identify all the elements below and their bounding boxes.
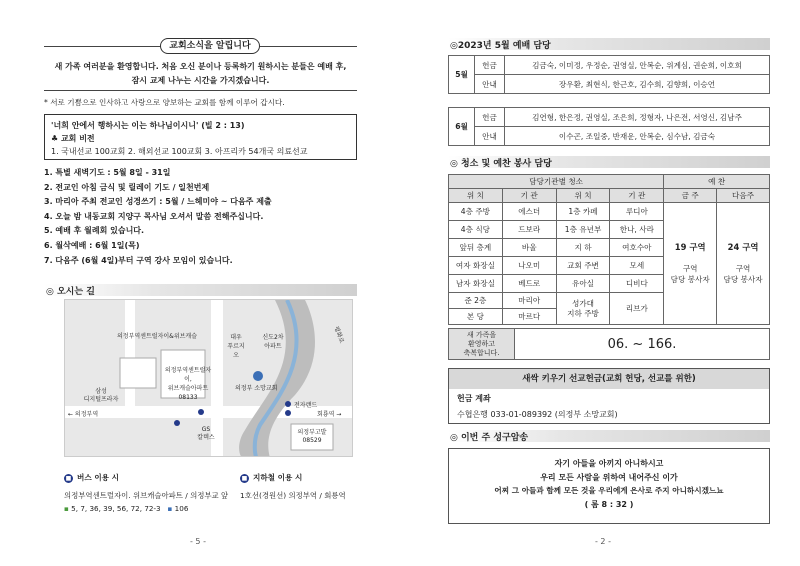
june-label: 6월 (449, 108, 475, 146)
col-this-week: 금 주 (664, 189, 717, 203)
directions-title: ◎ 오시는 길 (46, 286, 95, 297)
mission-box (448, 368, 770, 424)
new-family-table (448, 328, 770, 360)
news-item: 1. 특별 새벽기도 : 5월 8일 - 31일 (44, 168, 171, 177)
right-page (400, 0, 800, 566)
mission-title: 새싹 키우기 선교헌금(교회 헌당, 선교를 위한) (449, 369, 769, 389)
vision-title: ♣ 교회 비전 (51, 134, 95, 143)
june-usher: 이수곤, 조일중, 반재운, 안복순, 심수남, 김금숙 (505, 127, 770, 146)
memory-line-3: 어찌 그 아들과 함께 모든 것을 우리에게 은사로 주지 아니하시겠느뇨 (494, 486, 724, 495)
clean-title: ◎ 청소 및 예찬 봉사 담당 (450, 158, 552, 169)
new-family-label: 새 가족을 환영하고 축복합니다. (449, 329, 515, 360)
june-duty-table (448, 107, 770, 146)
table-row: 준 2층 마리아 성가대 지하 주방 리브가 (449, 293, 770, 309)
map-bldg3: 신도2차 아파트 (262, 334, 284, 350)
table-row: 여자 화장실 나오미 교회 주변 모세 (449, 257, 770, 275)
bus-icon: ■ (65, 474, 72, 482)
may-label: 5월 (449, 56, 475, 94)
news-item: 3. 마리아 주최 전교인 성경쓰기 : 5월 / 느헤미야 ~ 다음주 제출 (44, 197, 272, 207)
directions-banner (44, 282, 357, 298)
notice-title: 교회소식을 알립니다 (160, 38, 260, 54)
memory-title: ◎ 이번 주 성구암송 (450, 432, 529, 443)
map-bldg2: 대우 푸르지오 (227, 334, 245, 359)
notice-divider (44, 90, 357, 91)
bus-title-row: ■ 버스 이용 시 (65, 473, 119, 482)
bus-stop: 의정부역센트럴자이. 위브캐슬아파트 / 의정부교 앞 (64, 491, 229, 500)
new-family-range: 06. ~ 166. (515, 329, 770, 360)
note-text: * 서로 기쁨으로 인사하고 사랑으로 양보하는 교회를 함께 이루어 갑시다. (44, 98, 285, 107)
subway-title-row: ■ 지하철 이용 시 (241, 473, 303, 482)
clean-banner (448, 154, 770, 170)
map-hall: 회룡역 → (317, 411, 342, 418)
may-duty-table (448, 55, 770, 94)
next-week-cell: 24 구역 구역 담당 봉사자 (717, 203, 770, 325)
account-number: 수협은행 033-01-089392 (의정부 소망교회) (457, 410, 618, 419)
blue-bus-icon: ▪ (167, 504, 173, 513)
map-gs: GS 칼텍스 (197, 426, 215, 441)
col-org: 기 관 (610, 189, 664, 203)
subway-line: 1호선(경원선) 의정부역 / 회룡역 (240, 491, 346, 500)
account-label: 헌금 계좌 (457, 394, 491, 403)
usher-label: 안내 (475, 75, 505, 94)
subway-icon: ■ (241, 474, 248, 482)
table-row: 4층 식당 드보라 1층 유년부 한나, 사라 (449, 221, 770, 239)
vision-items: 1. 국내선교 100교회 2. 해외선교 100교회 3. 아프리카 54개국 의료선교 (51, 147, 308, 156)
news-item: 7. 다음주 (6월 4일)부터 구역 강사 모임이 있습니다. (44, 255, 233, 265)
table-row: 4층 주방 에스더 1층 카페 루디아 19 구역 구역 담당 봉사자 24 구역 구역 담당 봉사자 (449, 203, 770, 221)
memory-line-1: 자기 아들을 아끼지 아니하시고 (554, 459, 664, 468)
map-school: 의정부고발 08529 (297, 429, 327, 444)
offering-label: 헌금 (475, 56, 505, 75)
memory-banner (448, 428, 770, 444)
duty-title: ◎2023년 5월 예배 담당 (450, 40, 551, 51)
map-electronics: 전자랜드 (294, 402, 318, 409)
june-offering: 김연형, 한은정, 권영실, 조은희, 정형자, 나은전, 서영신, 김남주 (505, 108, 770, 127)
directions-map (64, 299, 353, 457)
page-number: - 2 - (595, 537, 611, 546)
praise-header: 예 찬 (664, 175, 770, 189)
welcome-line-2: 잠시 교제 나누는 시간을 가지겠습니다. (131, 76, 270, 85)
col-loc: 위 치 (449, 189, 503, 203)
news-item: 4. 오늘 밤 내동교회 지양구 목사님 오셔서 말씀 전해주십니다. (44, 211, 264, 221)
map-bldg1: 의정부역센트럴자이&위브캐슬 (117, 333, 198, 340)
news-item: 5. 예배 후 월례회 있습니다. (44, 226, 145, 236)
map-road: 평화로 (332, 325, 346, 345)
may-usher: 장우환, 최현식, 한근호, 김수희, 김향희, 이승언 (505, 75, 770, 94)
table-row: 앞뒤 층계 바울 지 하 여호수아 (449, 239, 770, 257)
may-offering: 김금숙, 이미정, 우정순, 권영실, 안복순, 위계심, 권순희, 이호희 (505, 56, 770, 75)
news-item: 6. 월삭예배 : 6월 1일(목) (44, 240, 140, 250)
vision-box (44, 114, 357, 160)
memory-line-2: 우리 모든 사람을 위하여 내어주신 이가 (540, 472, 678, 482)
table-row: 본 당 마르다 (449, 309, 770, 325)
page-number: - 5 - (190, 537, 206, 546)
clean-header: 담당기관별 청소 (449, 175, 664, 189)
bus-routes-row: ▪ 5, 7, 36, 39, 56, 72, 72-3 ▪ 106 (64, 504, 189, 513)
map-church: 의정부 소망교회 (235, 385, 278, 392)
duty-banner (448, 36, 770, 52)
map-samsung: 삼성 디지털프라자 (83, 388, 119, 403)
table-row: 남자 화장실 베드로 유아실 디비다 (449, 275, 770, 293)
col-next-week: 다음주 (717, 189, 770, 203)
usher-label: 안내 (475, 127, 505, 146)
welcome-line-1: 새 가족 여러분을 환영합니다. 처음 오신 분이나 등록하기 원하시는 분들은 예배 후, (54, 62, 347, 71)
news-item: 2. 전교인 아침 금식 및 릴레이 기도 / 일천번제 (44, 182, 210, 192)
memory-ref: ( 롬 8 : 32 ) (584, 499, 634, 509)
news-list (44, 166, 272, 268)
offering-label: 헌금 (475, 108, 505, 127)
verse-line: '너희 안에서 행하시는 이는 하나님이시니' (빌 2 : 13) (51, 121, 245, 130)
merged-loc: 성가대 지하 주방 (556, 293, 610, 325)
memory-box (448, 448, 770, 524)
this-week-cell: 19 구역 구역 담당 봉사자 (664, 203, 717, 325)
col-org: 기 관 (502, 189, 556, 203)
col-loc: 위 치 (556, 189, 610, 203)
green-bus-icon: ▪ (64, 504, 69, 513)
map-bldg4: 의정부역센트럴자이, 위브캐슬아파트 08133 (164, 367, 212, 401)
clean-table (448, 174, 770, 325)
map-station: ← 의정부역 (68, 411, 99, 418)
